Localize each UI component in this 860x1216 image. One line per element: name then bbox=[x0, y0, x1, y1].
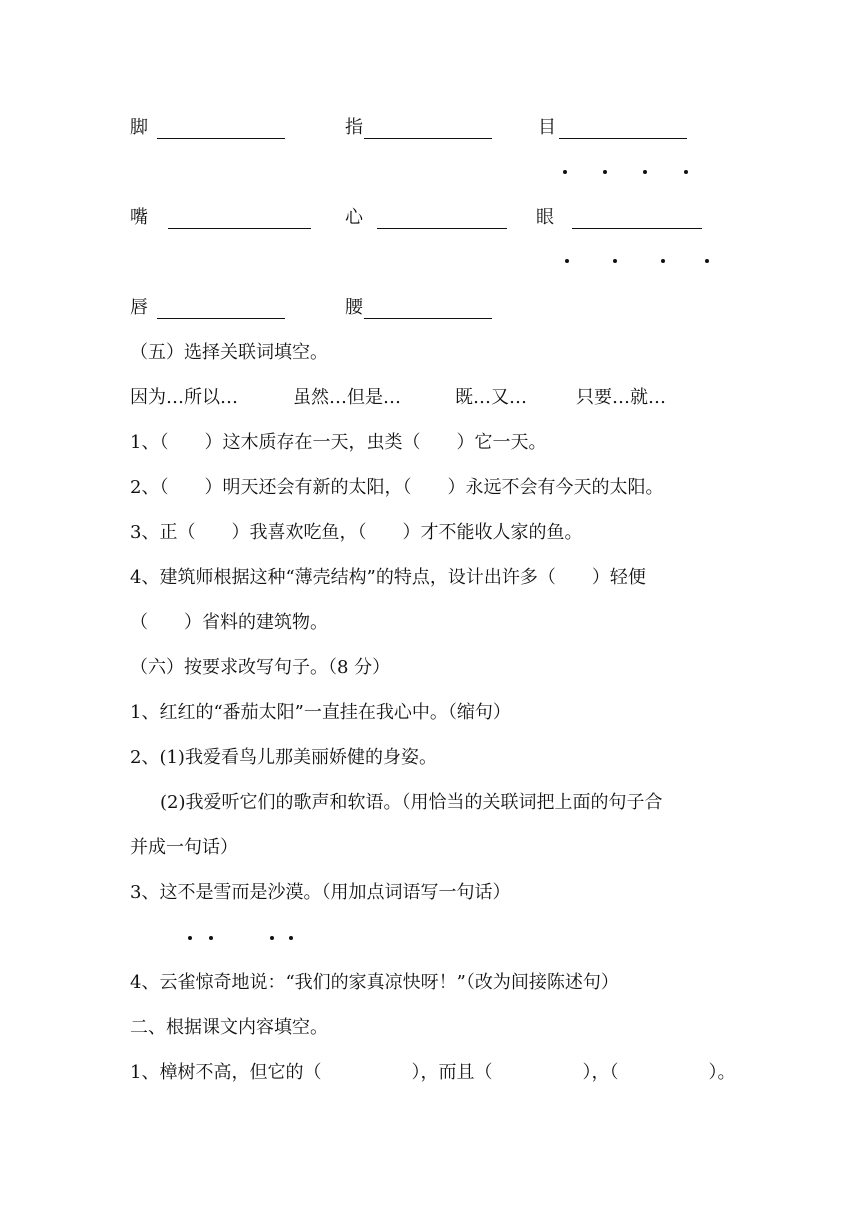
emphasis-dot bbox=[289, 936, 293, 940]
answer-line[interactable] bbox=[559, 138, 687, 139]
answer-line[interactable] bbox=[157, 318, 285, 319]
answer-line[interactable] bbox=[157, 138, 285, 139]
s5-question-4: 4、建筑师根据这种“薄壳结构”的特点，设计出许多（ ）轻便 bbox=[130, 567, 646, 588]
emphasis-dot bbox=[603, 170, 607, 174]
section5-heading: （五）选择关联词填空。 bbox=[130, 342, 328, 363]
s5-question-3: 3、正（ ）我喜欢吃鱼，（ ）才不能收人家的鱼。 bbox=[130, 522, 583, 543]
s6-question-2a: 2、(1)我爱看鸟儿那美丽娇健的身姿。 bbox=[130, 747, 437, 768]
answer-line[interactable] bbox=[364, 318, 492, 319]
word-zui: 嘴 bbox=[130, 207, 148, 228]
emphasis-dot bbox=[684, 170, 688, 174]
s6-question-1: 1、红红的“番茄太阳”一直挂在我心中。（缩句） bbox=[130, 702, 511, 723]
emphasis-dot bbox=[270, 936, 274, 940]
answer-line[interactable] bbox=[377, 228, 507, 229]
emphasis-dot bbox=[661, 259, 665, 263]
word-mu: 目 bbox=[538, 117, 556, 138]
emphasis-dot bbox=[613, 259, 617, 263]
emphasis-dot bbox=[565, 259, 569, 263]
section6-heading: （六）按要求改写句子。（8 分） bbox=[130, 657, 391, 678]
emphasis-dot bbox=[705, 259, 709, 263]
s5-question-4-cont: （ ）省料的建筑物。 bbox=[130, 612, 328, 633]
word-yan: 眼 bbox=[536, 207, 554, 228]
s5-question-1: 1、（ ）这木质存在一天，虫类（ ）它一天。 bbox=[130, 432, 547, 453]
s6-question-2b: (2)我爱听它们的歌声和软语。（用恰当的关联词把上面的句子合 bbox=[160, 792, 663, 813]
part2-heading: 二、根据课文内容填空。 bbox=[130, 1017, 328, 1038]
s5-question-2: 2、（ ）明天还会有新的太阳，（ ）永远不会有今天的太阳。 bbox=[130, 477, 664, 498]
word-xin: 心 bbox=[345, 207, 363, 228]
emphasis-dot bbox=[188, 936, 192, 940]
word-zhi: 指 bbox=[345, 117, 363, 138]
option-ji: 既…又… bbox=[455, 387, 527, 408]
word-yao: 腰 bbox=[345, 297, 363, 318]
emphasis-dot bbox=[209, 936, 213, 940]
option-suiran: 虽然…但是… bbox=[293, 387, 401, 408]
word-chun: 唇 bbox=[130, 297, 148, 318]
answer-line[interactable] bbox=[168, 228, 311, 229]
option-zhiyao: 只要…就… bbox=[576, 387, 666, 408]
part2-question-1: 1、樟树不高，但它的（ ），而且（ ），（ ）。 bbox=[130, 1062, 736, 1083]
option-yinwei: 因为…所以… bbox=[130, 387, 238, 408]
answer-line[interactable] bbox=[572, 228, 702, 229]
emphasis-dot bbox=[643, 170, 647, 174]
word-jiao: 脚 bbox=[130, 117, 148, 138]
emphasis-dot bbox=[563, 170, 567, 174]
s6-question-2b-cont: 并成一句话） bbox=[130, 837, 238, 858]
answer-line[interactable] bbox=[364, 138, 492, 139]
s6-question-4: 4、云雀惊奇地说：“我们的家真凉快呀！”（改为间接陈述句） bbox=[130, 972, 619, 993]
s6-question-3: 3、这不是雪而是沙漠。（用加点词语写一句话） bbox=[130, 882, 511, 903]
